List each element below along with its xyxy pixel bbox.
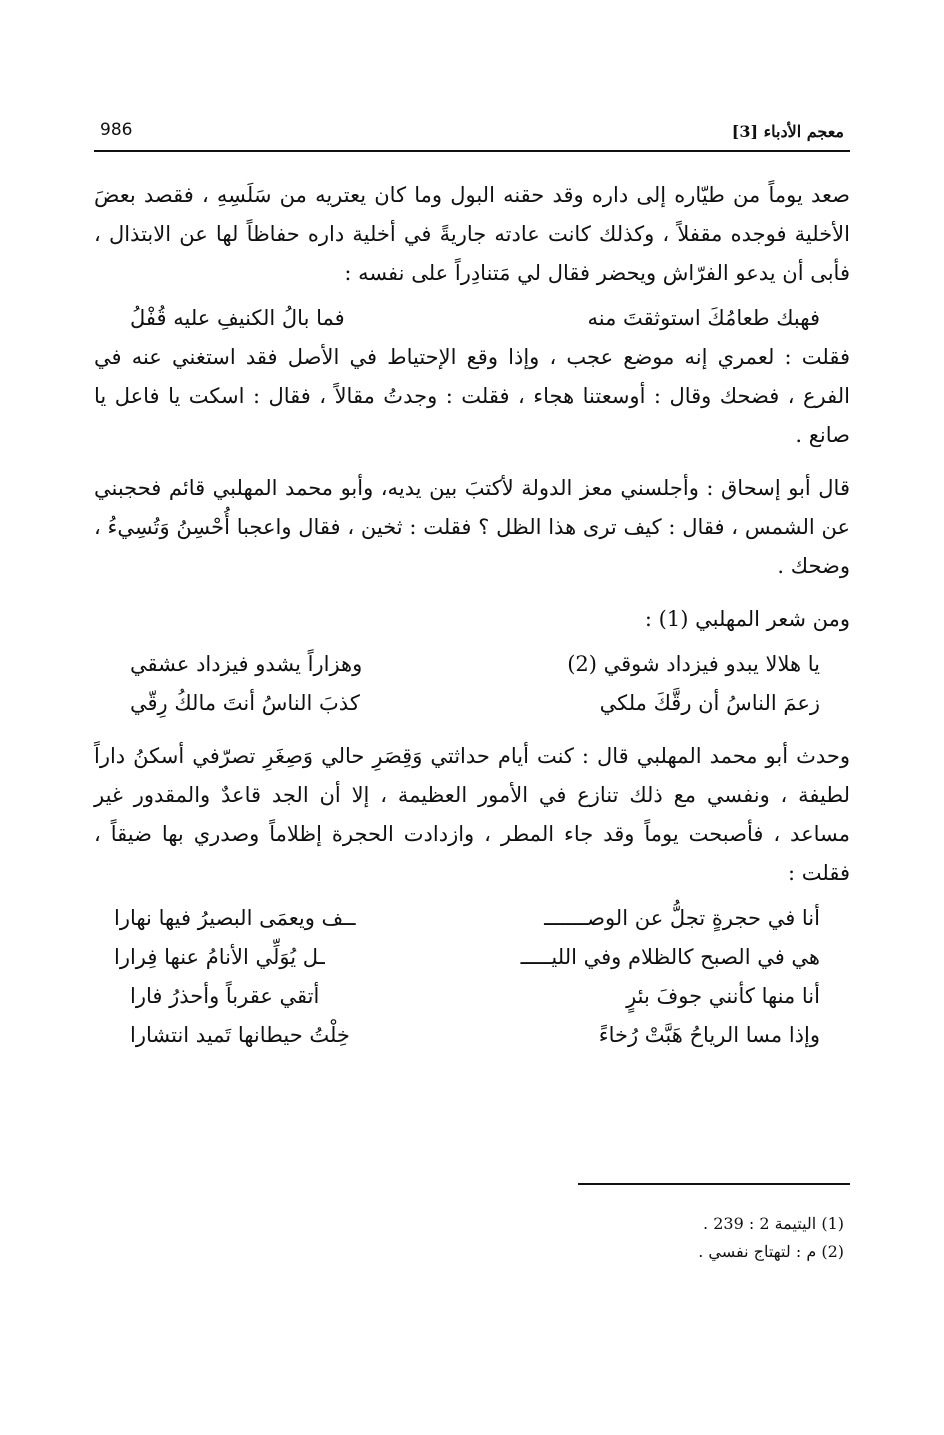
verse-line-5 [94,938,850,977]
verse-6-first-hemistich: أنا منها كأنني جوفَ بئرٍ [626,984,820,1008]
verse-5-second-hemistich: ـل يُوَلِّي الأنامُ عنها فِرارا [114,945,325,969]
page-number: 986 [100,120,133,140]
verse-7-second-hemistich: خِلْتُ حيطانها تَميد انتشارا [130,1023,350,1047]
verse-line-6 [94,977,850,1016]
verse-2-second-hemistich: وهزاراً يشدو فيزداد عشقي [130,652,363,676]
verse-5-first-hemistich: هي في الصبح كالظلام وفي الليـــــ [520,945,820,969]
verse-6-second-hemistich: أتقي عقرباً وأحذرُ فارا [130,984,320,1008]
verse-4-first-hemistich: أنا في حجرةٍ تجلُّ عن الوصـــــــ [544,906,820,930]
verse-2-first-hemistich: يا هلالا يبدو فيزداد شوقي (2) [567,652,820,676]
paragraph-2: فقلت : لعمري إنه موضع عجب ، وإذا وقع الإحتياط في الأصل فقد استغني عنه في الفرع ، فضحك وقال : أوسعتنا هجاء ، فقلت : وجدتُ مقالاً ، فقال : اسكت يا فاعل يا صانع . [94,345,850,447]
paragraph-5: وحدث أبو محمد المهلبي قال : كنت أيام حداثتي وَقِصَرِ حالي وَصِغَرِ تصرّفي أسكنُ داراً لطيفة ، ونفسي مع ذلك تنازع في الأمور العظيمة ، إلا أن الجد قاعدٌ والمقدور غير مساعد ، فأصبحت يوماً وقد جاء المطر ، وازدادت الحجرة إظلاماً وصدري بها ضيقاً ، فقلت : [94,744,850,885]
verse-4-second-hemistich: ــف ويعمَى البصيرُ فيها نهارا [114,906,356,930]
verse-1-second-hemistich: فما بالُ الكنيفِ عليه قُفْلُ [130,306,345,330]
paragraph-4: ومن شعر المهلبي (1) : [644,607,850,631]
paragraph-1: صعد يوماً من طيّاره إلى داره وقد حقنه البول وما كان يعتريه من سَلَسِهِ ، فقصد بعضَ الأخلية فوجده مقفلاً ، وكذلك كانت عادته جاريةً في أخلية داره حفاظاً لها عن الابتذال ، فأبى أن يدعو الفرّاش ويحضر فقال لي مَتنادِراً على نفسه : [94,183,850,285]
verse-line-3 [94,684,850,723]
verse-line-4 [94,899,850,938]
footnote-1: (1) اليتيمة 2 : 239 . [703,1214,844,1233]
running-title: معجم الأدباء [3] [731,122,844,141]
verse-3-second-hemistich: كذبَ الناسُ أنتَ مالكُ رِقّي [130,691,360,715]
verse-line-7 [94,1016,850,1055]
header-rule [94,150,850,152]
verse-line-1 [94,299,850,338]
verse-line-2 [94,645,850,684]
paragraph-3: قال أبو إسحاق : وأجلسني معز الدولة لأكتبَ بين يديه، وأبو محمد المهلبي قائم فحجبني عن الشمس ، فقال : كيف ترى هذا الظل ؟ فقلت : ثخين ، فقال واعجبا أُحْسِنُ وَتُسِيءُ ، وضحك . [94,476,850,578]
verse-1-first-hemistich: فهبك طعامُكَ استوثقتَ منه [587,306,820,330]
footnotes [344,1210,844,1266]
main-text [94,176,850,1055]
verse-3-first-hemistich: زعمَ الناسُ أن رقَّكَ ملكي [599,691,820,715]
verse-7-first-hemistich: وإذا مسا الرياحُ هَبَّتْ رُخاءً [598,1023,820,1047]
footnote-2: (2) م : لتهتاج نفسي . [698,1242,844,1261]
footnote-rule [578,1183,850,1185]
